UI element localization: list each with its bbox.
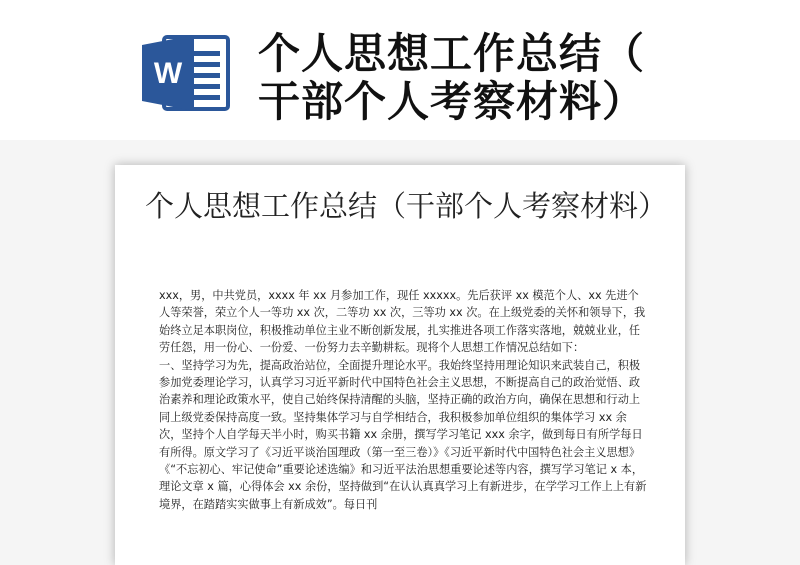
document-body bbox=[159, 287, 649, 513]
header-banner bbox=[0, 0, 800, 140]
paragraph-section-one: 一、坚持学习为先，提高政治站位，全面提升理论水平。我始终坚持用理论知识来武装自己，积极参加党委理论学习，认真学习习近平新时代中国特色社会主义思想，不断提高自己的政治觉悟、政治素养和理论政策水平，使自己始终保持清醒的头脑，坚持正确的政治方向，确保在思想和行动上同上级党委保持高度一致。坚持集体学习与自学相结合，我积极参加单位组织的集体学习 xx 余次，坚持个人自学每天半小时，购买书籍 xx 余册，撰写学习笔记 xxx 余字，做到每日有所学每日有所得。原文学习了《习近平谈治国理政（第一至三卷）》《习近平新时代中国特色社会主义思想》《“不忘初心、牢记使命”重要论述选编》和习近平法治思想重要论述等内容，撰写学习笔记 x 本，理论文章 x 篇，心得体会 xx 余份，坚持做到“在认认真真学习上有新进步，在学学习工作上上有新境界，在踏踏实实做事上有新成效”。每日刊 bbox=[159, 358, 647, 511]
paragraph-intro: xxx，男，中共党员，xxxx 年 xx 月参加工作，现任 xxxxx。先后获评 xx 模范个人、xx 先进个人等荣誉，荣立个人一等功 xx 次，二等功 xx 次，三等功 xx 次。在上级党委的关怀和领导下，我始终立足本职岗位，积极推动单位主业不断创新发展，扎实推进各项工作落实落地，兢兢业业，任劳任怨，用一份心、一份爱、一份努力去辛勤耕耘。现将个人思想工作情况总结如下： bbox=[159, 289, 646, 355]
word-document-icon bbox=[138, 33, 234, 113]
word-icon-letter: W bbox=[153, 57, 183, 90]
document-title: 个人思想工作总结（干部个人考察材料） bbox=[145, 189, 668, 223]
banner-title: 个人思想工作总结（ 干部个人考察材料） bbox=[258, 29, 646, 126]
document-page bbox=[115, 165, 685, 565]
